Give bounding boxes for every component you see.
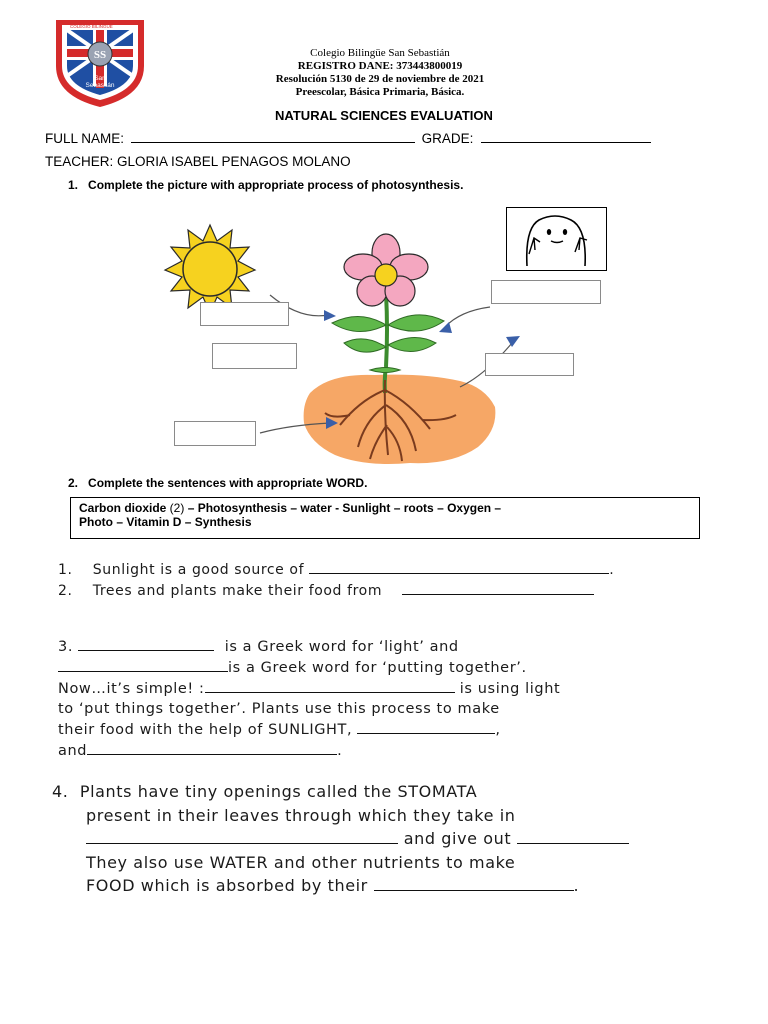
sentence-3-line-4: to ‘put things together’. Plants use this process to make (58, 701, 500, 718)
sentence-3-text-e: their food with the help of SUNLIGHT, (58, 722, 353, 739)
question-1-text: Complete the picture with appropriate process of photosynthesis. (88, 178, 464, 192)
sentence-1: 1. Sunlight is a good source of . (58, 562, 615, 578)
word-bank-words-a: – Photosynthesis – water - Sunlight – roots – Oxygen – (187, 501, 502, 515)
diagram-answer-box-right[interactable] (485, 353, 574, 376)
diagram-answer-box-water[interactable] (174, 421, 256, 446)
sentence-4-line-4: They also use WATER and other nutrients to make (86, 852, 516, 872)
sentence-3-blank-2[interactable] (87, 754, 337, 755)
arrow-head-3 (506, 336, 520, 347)
sentence-4 (52, 780, 752, 898)
question-2-text: Complete the sentences with appropriate WORD. (88, 476, 368, 490)
flower-icon (344, 234, 428, 306)
sentence-4-blank-output[interactable] (517, 843, 629, 844)
sentence-3-blank-synthesis[interactable] (58, 671, 228, 672)
grade-field[interactable] (481, 130, 651, 143)
arrow-head-1 (324, 310, 336, 321)
sentence-2-number: 2. (58, 583, 73, 599)
sentence-3-blank-photosynthesis[interactable] (205, 692, 455, 693)
full-name-field[interactable] (131, 130, 415, 143)
sentence-3-line-1 (58, 637, 738, 658)
sentence-1-blank[interactable] (309, 573, 609, 574)
grade-label: GRADE: (421, 131, 474, 146)
sentence-3-blank-1[interactable] (357, 733, 495, 734)
sentence-3-text-c1: Now…it’s simple! : (58, 680, 205, 697)
sentence-1-number: 1. (58, 562, 73, 578)
question-1-number: 1. (68, 178, 79, 192)
sentence-4-blank-roots[interactable] (374, 890, 574, 891)
page-title: NATURAL SCIENCES EVALUATION (275, 108, 493, 123)
sentence-4-line-1 (52, 780, 752, 804)
word-bank-line-2: Photo – Vitamin D – Synthesis (79, 515, 252, 529)
diagram-answer-box-sunlight[interactable] (200, 302, 289, 326)
dane-number: REGISTRO DANE: 373443800019 (297, 60, 463, 72)
word-bank-box (70, 497, 700, 539)
logo-initials: SS (93, 49, 107, 61)
arrow-head-2 (439, 322, 452, 333)
sentence-4-line-3 (52, 827, 752, 851)
sentence-3-number: 3. (58, 639, 74, 655)
question-2-number: 2. (68, 476, 79, 490)
sentence-4-line-2: present in their leaves through which they take in (86, 805, 516, 825)
sentence-3 (58, 637, 738, 762)
logo-bottom-text-1: San (94, 75, 106, 82)
sentence-3-text-a: is a Greek word for ‘light’ and (224, 639, 459, 655)
sentence-2-text: Trees and plants make their food from (92, 583, 383, 599)
sentence-3-text-b: is a Greek word for ‘putting together’. (228, 659, 527, 676)
school-levels: Preescolar, Básica Primaria, Básica. (295, 86, 465, 98)
sentence-4-text-a: Plants have tiny openings called the STOMATA (79, 782, 478, 801)
sentence-3-line-2 (58, 658, 738, 679)
word-bank-count: (2) (166, 501, 188, 515)
school-header (230, 47, 530, 99)
sentence-1-text: Sunlight is a good source of (92, 562, 305, 578)
sentence-4-line-5: FOOD which is absorbed by their . (86, 876, 580, 895)
teacher-line: TEACHER: GLORIA ISABEL PENAGOS MOLANO (45, 154, 351, 169)
diagram-answer-box-oxygen[interactable] (491, 280, 601, 304)
sentence-3-blank-photo[interactable] (78, 650, 214, 651)
sentence-3-line-5: their food with the help of SUNLIGHT, , (58, 722, 501, 739)
full-name-label: FULL NAME: (45, 131, 125, 146)
question-2 (68, 476, 367, 490)
full-name-row (45, 130, 651, 146)
sentence-3-line-6: and . (58, 742, 343, 759)
resolution: Resolución 5130 de 29 de noviembre de 2021 (275, 73, 485, 85)
sentence-2 (58, 583, 728, 599)
sentence-4-text-e: FOOD which is absorbed by their (86, 876, 368, 895)
logo-bottom-text-2: Sebastián (85, 82, 115, 89)
question-1 (68, 178, 463, 192)
sentence-3-line-3 (58, 679, 738, 700)
sentence-4-blank-intake[interactable] (86, 843, 398, 844)
school-logo (50, 14, 150, 110)
sentence-2-blank[interactable] (402, 594, 594, 595)
word-bank-line-1 (79, 501, 691, 515)
sentence-4-text-c: and give out (403, 829, 512, 848)
sun-icon (165, 225, 255, 313)
school-name: Colegio Bilingüe San Sebastián (310, 47, 450, 59)
sentence-3-text-f: and (58, 742, 88, 759)
sentence-3-text-c2: is using light (459, 680, 561, 697)
sentence-4-number: 4. (52, 782, 69, 801)
word-bank-carbon-dioxide: Carbon dioxide (79, 501, 167, 515)
logo-top-text: COLEGIO BILINGÜE (70, 24, 113, 29)
diagram-answer-box-carbon-dioxide[interactable] (212, 343, 297, 369)
